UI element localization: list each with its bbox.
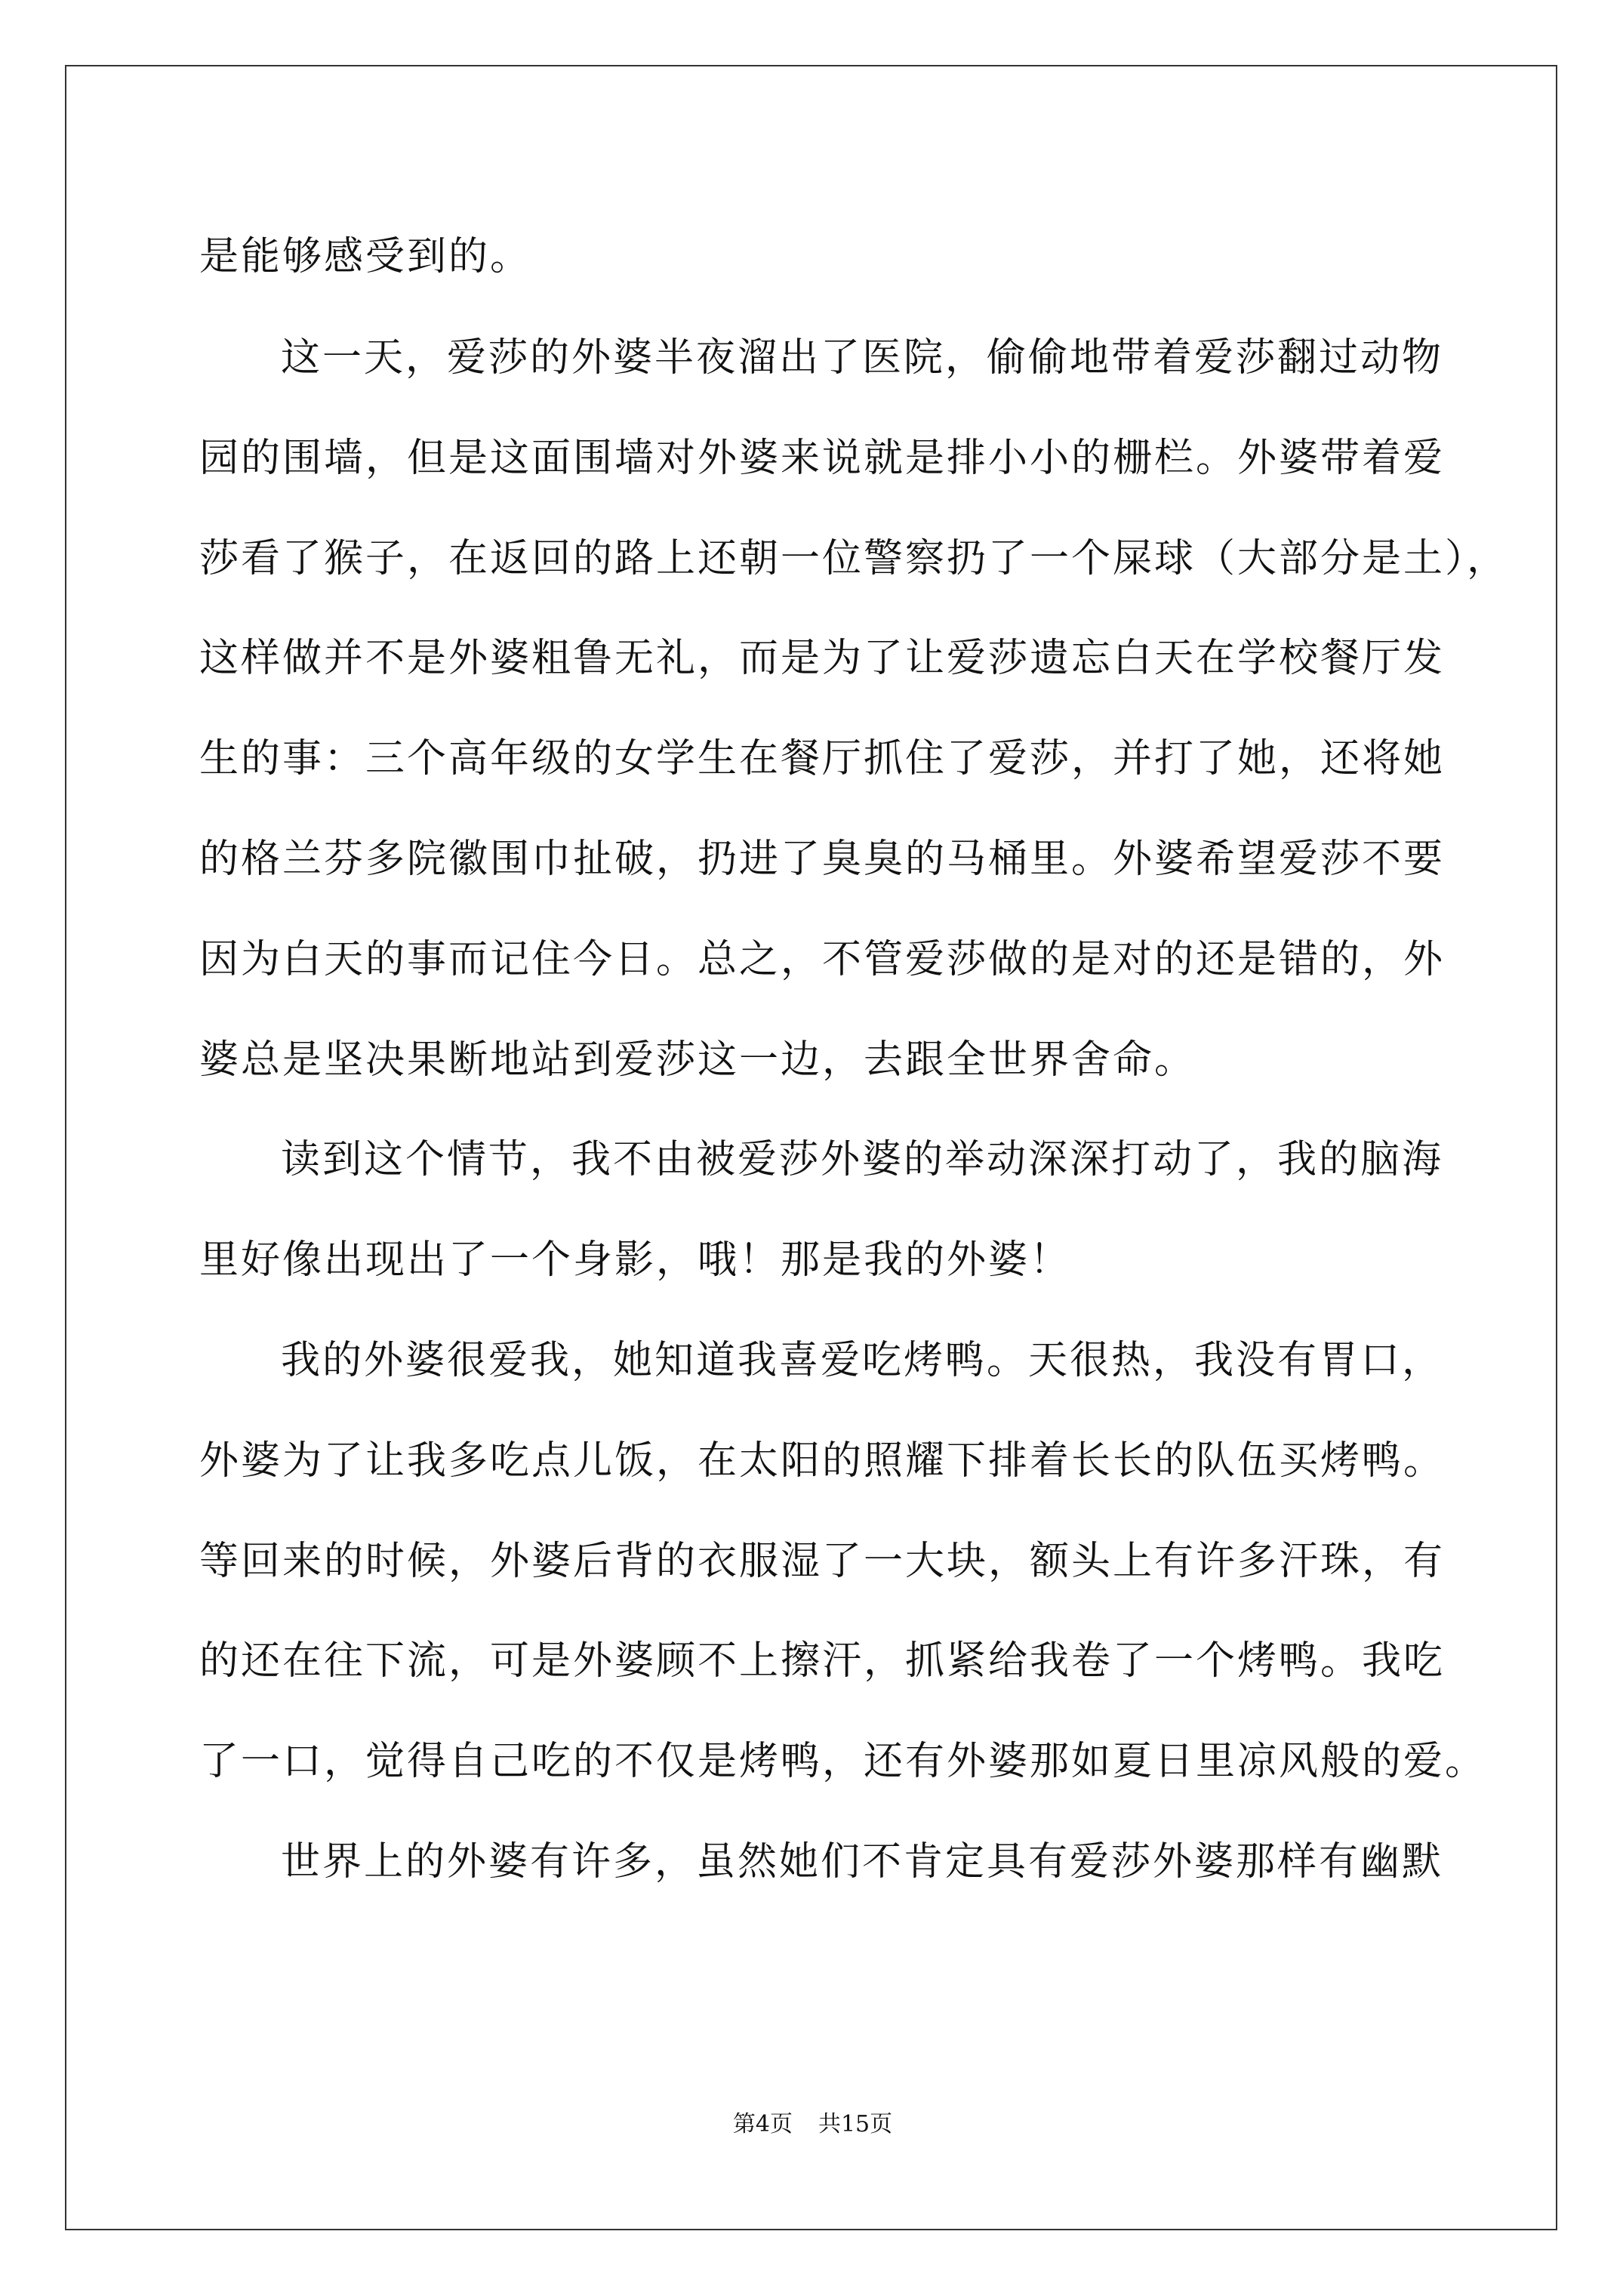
page-footer bbox=[66, 2110, 1559, 2140]
text-line: 世界上的外婆有许多，虽然她们不肯定具有爱莎外婆那样有幽默 bbox=[281, 1839, 1444, 1885]
text-line: 外婆为了让我多吃点儿饭，在太阳的照耀下排着长长的队伍买烤鸭。 bbox=[199, 1438, 1446, 1484]
text-line: 婆总是坚决果断地站到爱莎这一边，去跟全世界舍命。 bbox=[199, 1037, 1196, 1083]
text-line: 生的事：三个高年级的女学生在餐厅抓住了爱莎，并打了她，还将她 bbox=[199, 736, 1446, 781]
text-line: 的还在往下流，可是外婆顾不上擦汗，抓紧给我卷了一个烤鸭。我吃 bbox=[199, 1638, 1446, 1684]
text-line: 的格兰芬多院徽围巾扯破，扔进了臭臭的马桶里。外婆希望爱莎不要 bbox=[199, 837, 1446, 882]
text-line: 是能够感受到的。 bbox=[199, 234, 532, 279]
text-line: 莎看了猴子，在返回的路上还朝一位警察扔了一个屎球（大部分是土）， bbox=[199, 536, 1509, 581]
text-line: 这样做并不是外婆粗鲁无礼，而是为了让爱莎遗忘白天在学校餐厅发 bbox=[199, 636, 1446, 681]
page-number: 第4页 bbox=[732, 2111, 793, 2137]
text-line: 园的围墙，但是这面围墙对外婆来说就是排小小的栅栏。外婆带着爱 bbox=[199, 436, 1446, 481]
page-frame bbox=[65, 65, 1557, 2230]
text-line: 这一天，爱莎的外婆半夜溜出了医院，偷偷地带着爱莎翻过动物 bbox=[281, 335, 1444, 381]
text-line: 读到这个情节，我不由被爱莎外婆的举动深深打动了，我的脑海 bbox=[281, 1137, 1444, 1182]
text-line: 等回来的时候，外婆后背的衣服湿了一大块，额头上有许多汗珠，有 bbox=[199, 1539, 1446, 1584]
text-line: 了一口，觉得自己吃的不仅是烤鸭，还有外婆那如夏日里凉风般的爱。 bbox=[199, 1739, 1487, 1784]
page-total: 共15页 bbox=[818, 2111, 893, 2137]
text-line: 因为白天的事而记住今日。总之，不管爱莎做的是对的还是错的，外 bbox=[199, 937, 1446, 982]
text-line: 里好像出现出了一个身影，哦！那是我的外婆！ bbox=[199, 1237, 1072, 1283]
text-line: 我的外婆很爱我，她知道我喜爱吃烤鸭。天很热，我没有胃口， bbox=[281, 1338, 1444, 1383]
